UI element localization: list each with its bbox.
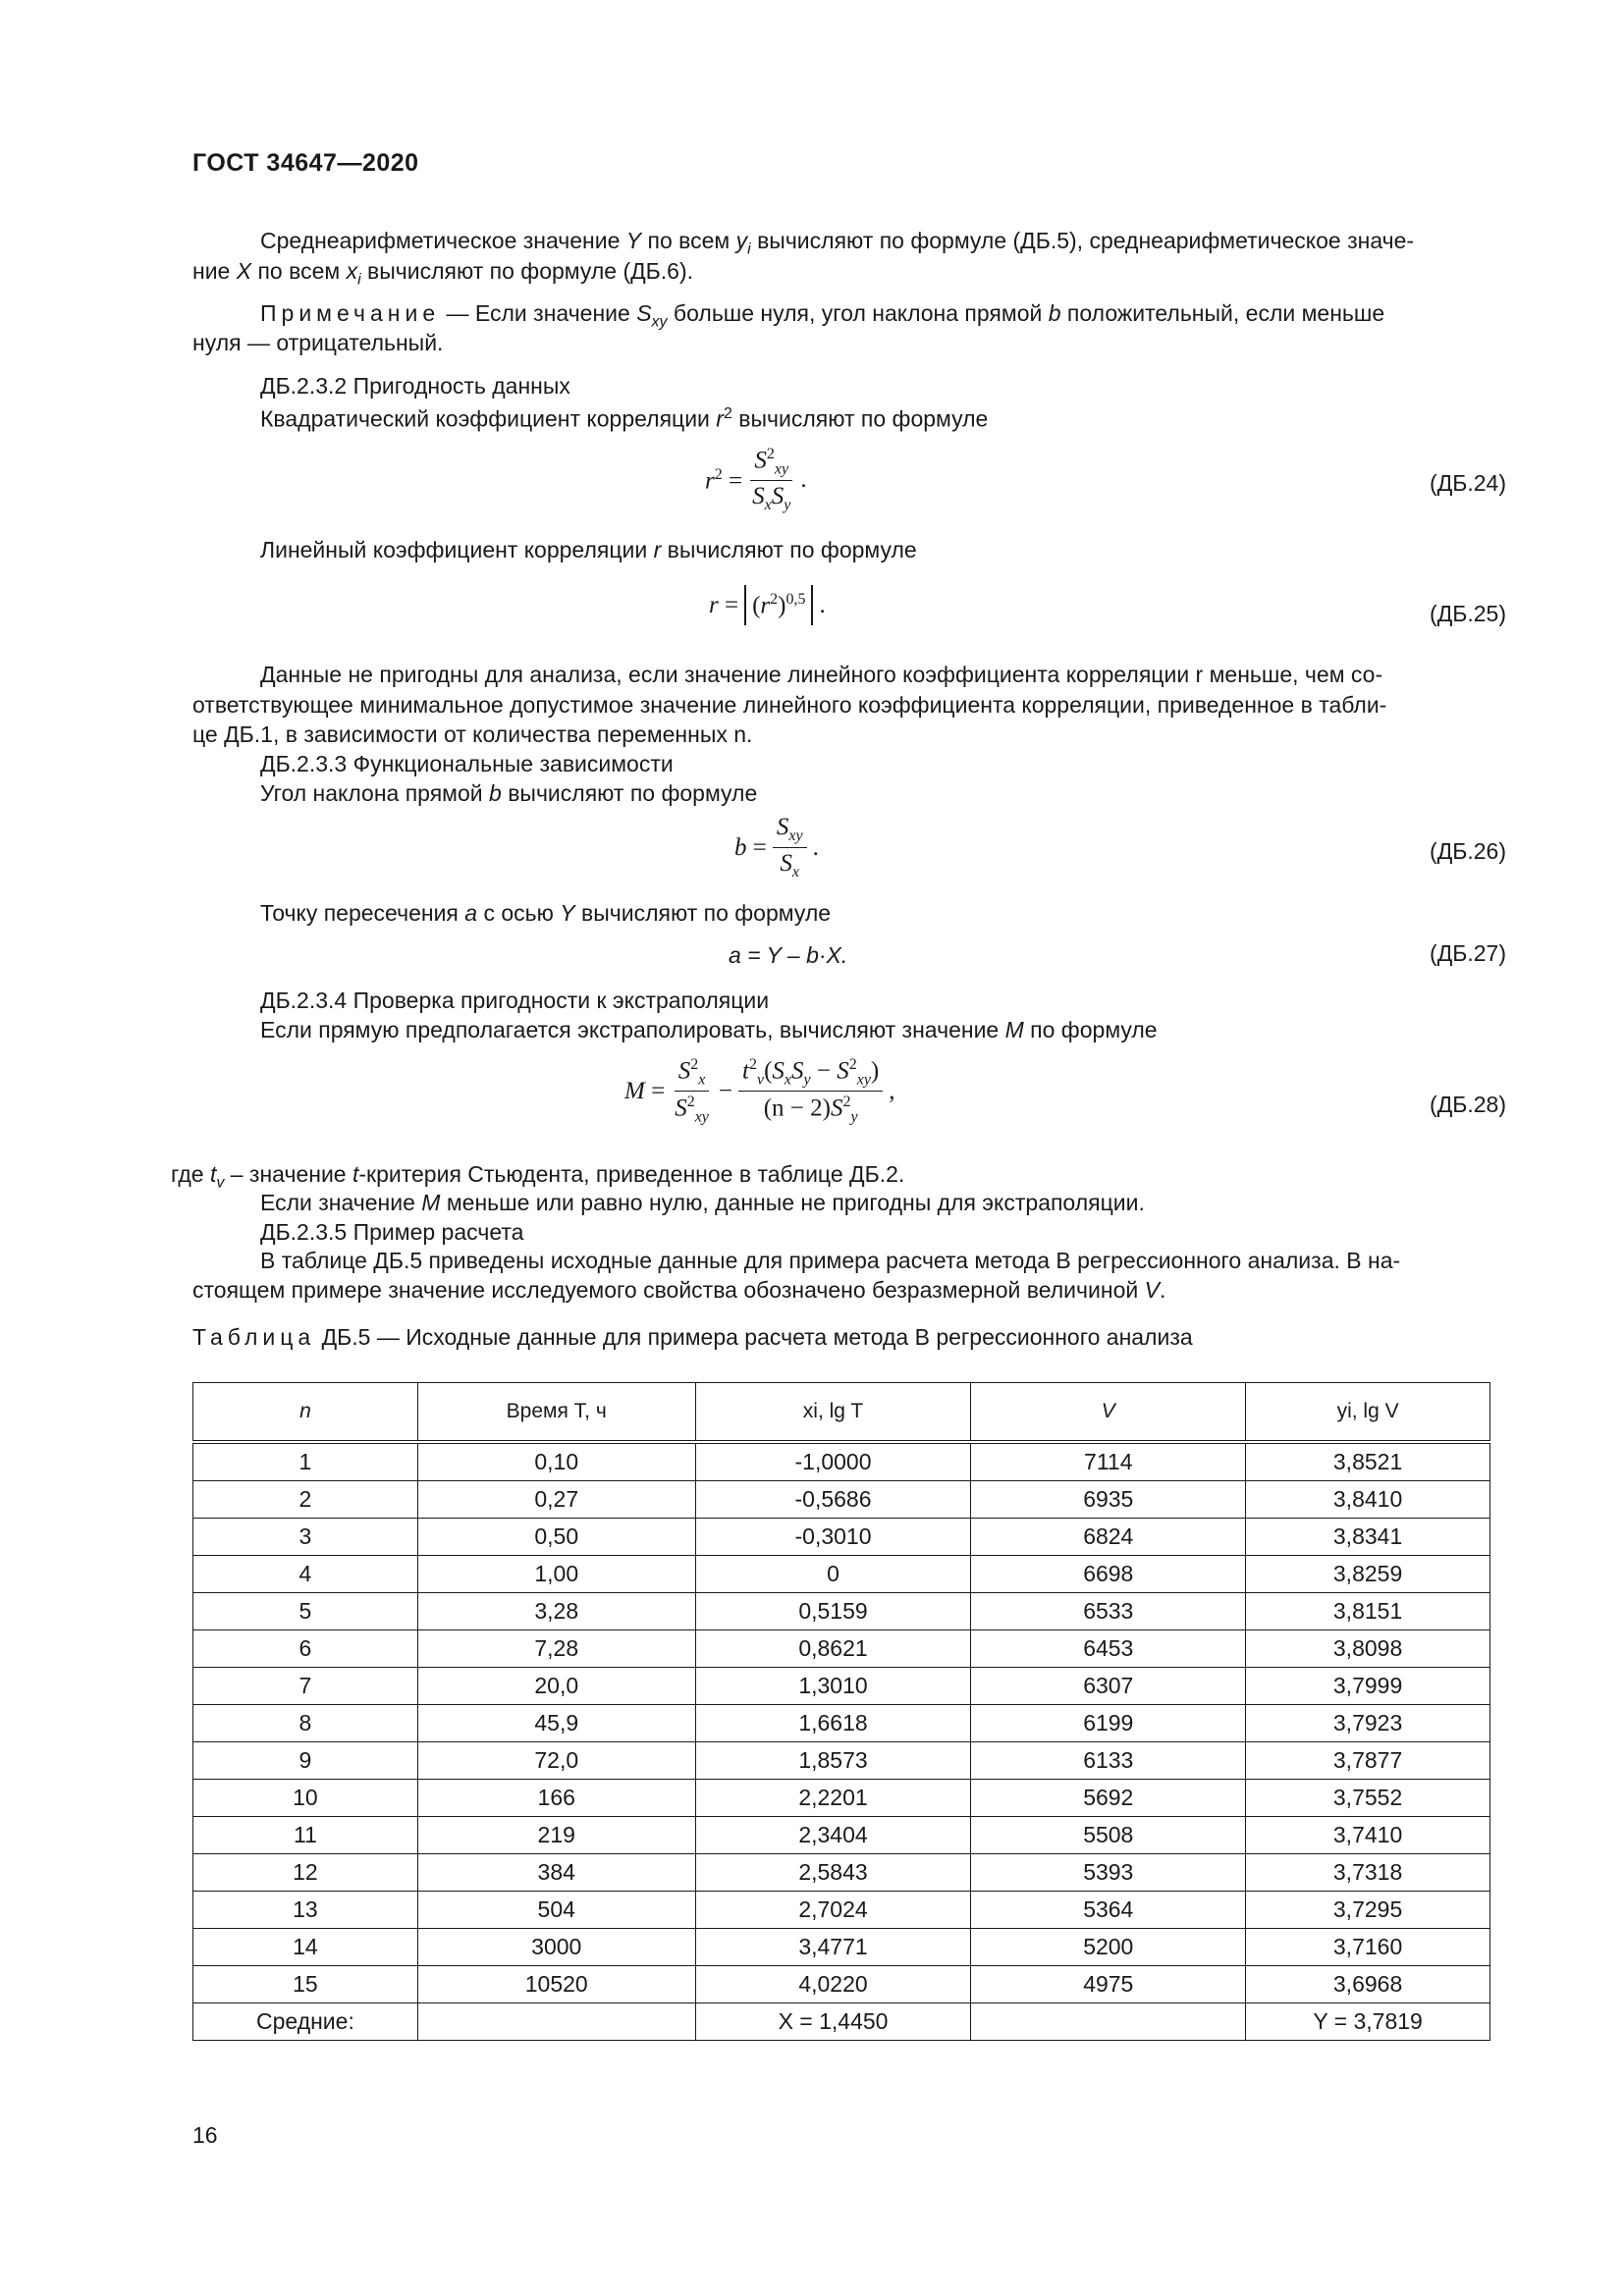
table-cell: 6533 [971,1593,1246,1630]
paragraph-example-line2: стоящем примере значение исследуемого свойства обозначено безразмерной величиной V. [192,1277,1166,1303]
section-title-2-3-3: ДБ.2.3.3 Функциональные зависимости [260,751,674,776]
table-row [193,1966,1490,2003]
table-row [193,1481,1490,1519]
formula-db27: a = Y – b·X. [729,942,848,968]
table-cell: 0,10 [417,1442,695,1481]
table-cell: 45,9 [417,1705,695,1742]
table-header-row [193,1383,1490,1443]
table-row [193,1668,1490,1705]
table-cell: 6 [193,1630,418,1668]
table-cell: 1,6618 [695,1705,971,1742]
table-cell: 3,7999 [1246,1668,1490,1705]
table-cell [971,2003,1246,2041]
table-cell: 3,8410 [1246,1481,1490,1519]
table-cell: 6453 [971,1630,1246,1668]
table-cell: 2,2201 [695,1780,971,1817]
table-row [193,1817,1490,1854]
table-cell: 3000 [417,1929,695,1966]
paragraph-unfit-line2: ответствующее минимальное допустимое значение линейного коэффициента корреляции, приведенное в табли- [192,692,1387,718]
table-cell: 0 [695,1556,971,1593]
table-cell: 0,8621 [695,1630,971,1668]
section-title-2-3-4: ДБ.2.3.4 Проверка пригодности к экстраполяции [260,988,770,1013]
note-line2: нуля — отрицательный. [192,330,444,355]
table-cell: 7 [193,1668,418,1705]
table-cell: 8 [193,1705,418,1742]
table-cell: 3,6968 [1246,1966,1490,2003]
table-cell-y-mean: Y = 3,7819 [1246,2003,1490,2041]
table-cell: 12 [193,1854,418,1892]
table-row [193,1519,1490,1556]
table-row [193,1442,1490,1481]
table-cell: 6199 [971,1705,1246,1742]
table-cell: 14 [193,1929,418,1966]
table-cell: -0,5686 [695,1481,971,1519]
page-number: 16 [192,2122,218,2148]
table-cell: 4 [193,1556,418,1593]
paragraph-r-intro: Линейный коэффициент корреляции r вычисляют по формуле [260,537,917,562]
table-row [193,1705,1490,1742]
table-cell: 1 [193,1442,418,1481]
table-cell: 3,8098 [1246,1630,1490,1668]
table-cell: 3,8521 [1246,1442,1490,1481]
paragraph-intercept-intro: Точку пересечения a с осью Y вычисляют по формуле [260,900,832,926]
table-cell: 6133 [971,1742,1246,1780]
table-cell: 166 [417,1780,695,1817]
table-row [193,1854,1490,1892]
table-cell: 3,7552 [1246,1780,1490,1817]
paragraph-slope-intro: Угол наклона прямой b вычисляют по формуле [260,780,758,806]
table-cell: 3 [193,1519,418,1556]
table-row [193,1892,1490,1929]
table-cell-x-mean: X = 1,4450 [695,2003,971,2041]
header-cell-xi: xi, lg T [695,1383,971,1443]
equation-number-db25: (ДБ.25) [1430,601,1506,626]
paragraph-unfit-line1: Данные не пригодны для анализа, если значение линейного коэффициента корреляции r меньше, чем со- [260,662,1383,687]
table-cell: 7,28 [417,1630,695,1668]
table-cell: 3,7295 [1246,1892,1490,1929]
table-cell: 3,8259 [1246,1556,1490,1593]
table-cell: 2,7024 [695,1892,971,1929]
table-cell: 11 [193,1817,418,1854]
table-cell: 3,7923 [1246,1705,1490,1742]
table-cell: 6824 [971,1519,1246,1556]
table-cell: 6698 [971,1556,1246,1593]
table-cell: 3,8151 [1246,1593,1490,1630]
table-footer-row [193,2003,1490,2041]
table-cell: 2 [193,1481,418,1519]
table-cell: 9 [193,1742,418,1780]
table-cell: 1,8573 [695,1742,971,1780]
equation-number-db27: (ДБ.27) [1430,940,1506,966]
table-cell: 20,0 [417,1668,695,1705]
table-cell: 5508 [971,1817,1246,1854]
paragraph-unfit-line3: це ДБ.1, в зависимости от количества переменных n. [192,721,753,747]
table-row [193,1630,1490,1668]
paragraph-r2-intro: Квадратический коэффициент корреляции $r^2$ вычисляют по формуле [260,405,989,432]
table-cell: 0,27 [417,1481,695,1519]
header-cell-v: V [971,1383,1246,1443]
table-cell: 4975 [971,1966,1246,2003]
table-cell: 6307 [971,1668,1246,1705]
table-cell: 3,4771 [695,1929,971,1966]
section-title-2-3-5: ДБ.2.3.5 Пример расчета [260,1219,524,1245]
table-cell: 10520 [417,1966,695,2003]
table-caption: Таблица ДБ.5 — Исходные данные для примера расчета метода В регрессионного анализа [192,1324,1193,1350]
paragraph-m-intro: Если прямую предполагается экстраполировать, вычисляют значение M по формуле [260,1017,1158,1042]
formula-db25: r = $(r^2)^{0,5}$ . [709,585,826,625]
table-cell: 3,28 [417,1593,695,1630]
table-row [193,1593,1490,1630]
table-row [193,1929,1490,1966]
paragraph-example-line1: В таблице ДБ.5 приведены исходные данные для примера расчета метода В регрессионного анализа. В на- [260,1248,1401,1273]
table-cell: -0,3010 [695,1519,971,1556]
formula-db24: $r^2$ = $\frac{S^2_{xy}}{S_xS_y}$ . [705,446,807,514]
equation-number-db24: (ДБ.24) [1430,470,1506,496]
equation-number-db26: (ДБ.26) [1430,838,1506,864]
header-cell-yi: yi, lg V [1246,1383,1490,1443]
table-cell: 2,3404 [695,1817,971,1854]
table-cell: 3,8341 [1246,1519,1490,1556]
formula-db28: M = $\frac{S^2_x}{S^2_{xy}}$ − $\frac{t^2_v(S_xS_y - S^2_{xy})}{(n - 2)S^2_y}$ , [624,1056,895,1126]
n-minus-2: (n − 2) [763,1095,831,1122]
table-cell: 219 [417,1817,695,1854]
paragraph-means-line1: Среднеарифметическое значение Y по всем $y_i$ вычисляют по формуле (ДБ.5), среднеарифметическое значе- [260,228,1415,258]
table-cell: 0,50 [417,1519,695,1556]
formula-db26: b = $\frac{S_{xy}}{S_x}$ . [734,814,819,881]
table-cell: 15 [193,1966,418,2003]
table-cell: 3,7318 [1246,1854,1490,1892]
table-cell: 3,7410 [1246,1817,1490,1854]
table-cell: 3,7160 [1246,1929,1490,1966]
table-cell: 504 [417,1892,695,1929]
table-row [193,1742,1490,1780]
note-line1: Примечание — Если значение $S_{xy}$ больше нуля, угол наклона прямой b положительный, если меньше [260,300,1385,331]
paragraph-means-line2: ние X по всем $x_i$ вычисляют по формуле (ДБ.6). [192,258,694,289]
table-cell: 5692 [971,1780,1246,1817]
table-cell: 4,0220 [695,1966,971,2003]
table-cell: 7114 [971,1442,1246,1481]
table-cell: 13 [193,1892,418,1929]
table-row [193,1780,1490,1817]
table-cell: 3,7877 [1246,1742,1490,1780]
table-cell [417,2003,695,2041]
table-cell: 5 [193,1593,418,1630]
table-cell: 10 [193,1780,418,1817]
table-cell: 5200 [971,1929,1246,1966]
table-cell: 72,0 [417,1742,695,1780]
table-cell: -1,0000 [695,1442,971,1481]
table-cell: 384 [417,1854,695,1892]
table-cell: 1,00 [417,1556,695,1593]
equation-number-db28: (ДБ.28) [1430,1092,1506,1117]
table-cell: 5364 [971,1892,1246,1929]
table-cell: 0,5159 [695,1593,971,1630]
table-cell: 5393 [971,1854,1246,1892]
paragraph-m-check: Если значение M меньше или равно нулю, данные не пригодны для экстраполяции. [260,1190,1145,1215]
table-cell: 6935 [971,1481,1246,1519]
table-row [193,1556,1490,1593]
document-code: ГОСТ 34647—2020 [192,149,419,177]
table-cell: 1,3010 [695,1668,971,1705]
note-label: Примечание [260,300,441,326]
section-title-2-3-2: ДБ.2.3.2 Пригодность данных [260,373,570,399]
paragraph-where-tv: где $t_v$ – значение t-критерия Стьюдента, приведенное в таблице ДБ.2. [171,1161,905,1192]
table-cell: 2,5843 [695,1854,971,1892]
table-cell-averages-label: Средние: [193,2003,418,2041]
data-table-db5 [192,1382,1490,2041]
header-cell-time: Время T, ч [417,1383,695,1443]
header-cell-n: n [193,1383,418,1443]
